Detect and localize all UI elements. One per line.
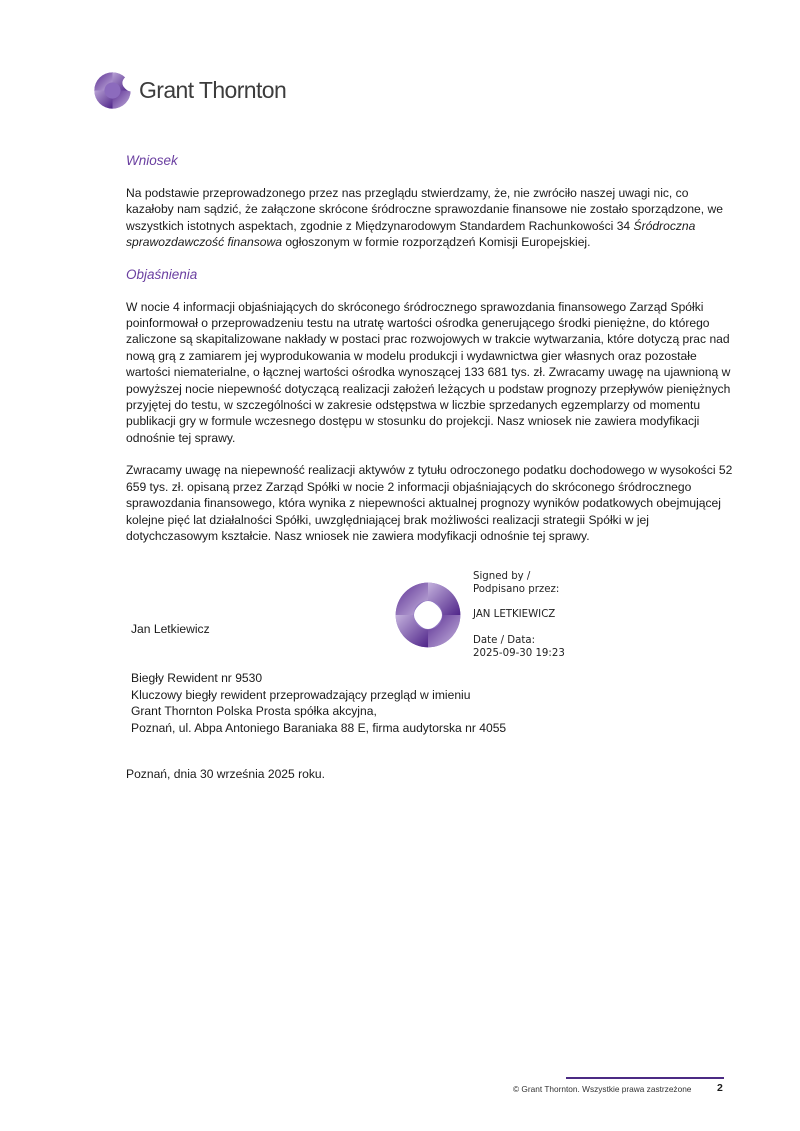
footer-divider [566,1077,724,1079]
auditor-line-4: Poznań, ul. Abpa Antoniego Baraniaka 88 E, firma audytorska nr 4055 [131,720,507,735]
digital-signature-block [473,570,565,660]
logo-text: Grant Thornton [139,77,287,103]
date-value: 2025-09-30 19:23 [473,647,565,659]
footer-copyright: © Grant Thornton. Wszystkie prawa zastrzeżone [513,1084,692,1094]
signed-by-value: JAN LETKIEWICZ [473,609,556,621]
grant-thornton-logo [94,72,286,109]
auditor-details [131,670,506,736]
signed-by-label-1: Signed by / [473,571,531,582]
explanations-paragraph-1: W nocie 4 informacji objaśniających do skróconego śródrocznego sprawozdania finansowego Zarząd Spółki poinformował o przeprowadzeniu testu na utratę wartości ośrodka generującego środki pieniężne, do którego zaliczone są skapitalizowane nakłady w postaci prac rozwojowych w trakcie wytwarzania, które dotyczą prac nad nową grą z zamiarem jej wyprodukowania w modelu produkcji i wydawnictwa gier własnych oraz pozostałe wartości niematerialne, o łącznej wartości ośrodka wynoszącej 133 681 tys. zł. Zwracamy uwagę na ujawnioną w powyższej nocie niepewność dotyczącą realizacji założeń leżących u podstaw prognozy przepływów pieniężnych przyjętej do testu, w szczególności w zakresie odstępstwa w liczbie sprzedanych egzemplarzy od momentu publikacji gry w formule wczesnego dostępu w stosunku do projekcji. Nasz wniosek nie zawiera modyfikacji odnośnie tej sprawy. [126,299,731,445]
auditor-line-3: Grant Thornton Polska Prosta spółka akcyjna, [131,704,377,718]
conclusion-text-1: Na podstawie przeprowadzonego przez nas przeglądu stwierdzamy, że, nie zwróciło naszej uwagi nic, co kazałoby nam sądzić, że załączone skrócone śródroczne sprawozdanie finansowe nie zostało sporządzone, we wszystkich istotnych aspektach, zgodnie z Międzynarodowym Standardem Rachunkowości 34 [126,186,723,233]
auditor-line-1: Biegły Rewident nr 9530 [131,671,263,685]
date-label: Date / Data: [473,634,536,646]
standard-title: Śródroczna sprawozdawczość finansowa [126,218,696,250]
grant-thornton-seal-icon [395,582,461,648]
signed-by-label-2: Podpisano przez: [473,584,560,596]
conclusion-text-2: ogłoszonym w formie rozporządzeń Komisji Europejskiej. [281,235,591,250]
page-number: 2 [717,1082,723,1094]
report-body [126,152,736,544]
explanations-paragraph-2: Zwracamy uwagę na niepewność realizacji aktywów z tytułu odroczonego podatku dochodowego w wysokości 52 659 tys. zł. opisaną przez Zarząd Spółki w nocie 2 informacji objaśniających do skróconego śródrocznego sprawozdania finansowego, która wynika z niepewności aktualnej prognozy wyników podatkowych obejmującej kolejne pięć lat działalności Spółki, uwzględniającej brak możliwości realizacji strategii Spółki w jej dotychczasowym kształcie. Nasz wniosek nie zawiera modyfikacji odnośnie tej sprawy. [126,463,733,543]
heading-explanations: Objaśnienia [126,266,198,282]
auditor-line-2: Kluczowy biegły rewident przeprowadzający przegląd w imieniu [131,687,471,702]
grant-thornton-swirl-icon [94,72,131,109]
signer-name: Jan Letkiewicz [131,622,210,636]
conclusion-paragraph [126,185,736,251]
heading-conclusion: Wniosek [126,153,178,168]
place-and-date: Poznań, dnia 30 września 2025 roku. [126,767,326,781]
